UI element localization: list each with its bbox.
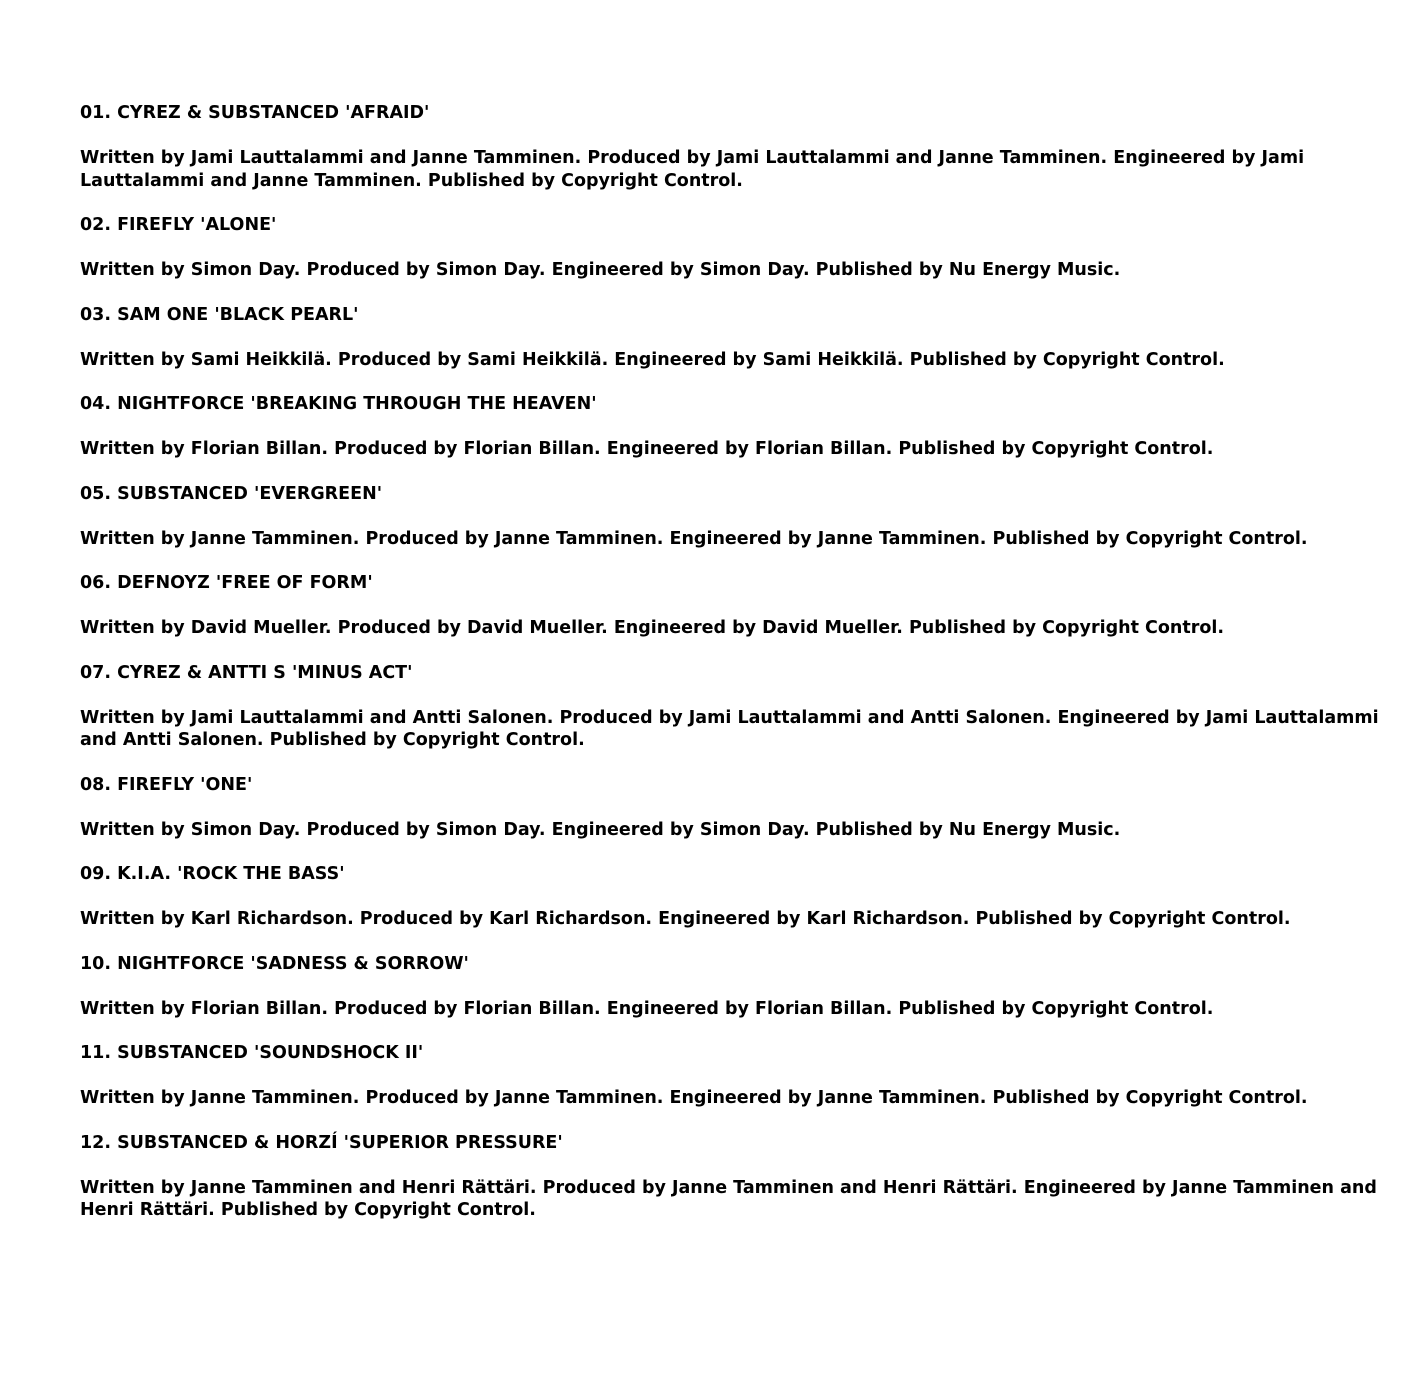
track-credits: Written by David Mueller. Produced by David Mueller. Engineered by David Mueller. Published by Copyright Control.	[80, 618, 1225, 638]
track-credits: Written by Florian Billan. Produced by Florian Billan. Engineered by Florian Billan. Published by Copyright Control.	[80, 998, 1214, 1019]
track-title: 07. CYREZ & ANTTI S 'MINUS ACT'	[80, 662, 413, 683]
track-credits: Written by Janne Tamminen. Produced by Janne Tamminen. Engineered by Janne Tamminen. Published by Copyright Control.	[80, 1088, 1308, 1108]
track-credits: Written by Jami Lauttalammi and Antti Salonen. Produced by Jami Lauttalammi and Antti Salonen. Engineered by Jami Lauttalammi and Antti Salonen. Published by Copyright Control.	[80, 707, 1379, 750]
track-title: 11. SUBSTANCED 'SOUNDSHOCK II'	[80, 1043, 424, 1063]
track-title: 12. SUBSTANCED & HORZÍ 'SUPERIOR PRESSURE'	[80, 1132, 563, 1153]
track-title: 02. FIREFLY 'ALONE'	[80, 215, 277, 235]
track-credits: Written by Florian Billan. Produced by Florian Billan. Engineered by Florian Billan. Published by Copyright Control.	[80, 439, 1214, 459]
track-entry	[80, 1042, 1390, 1110]
track-entry	[80, 572, 1390, 640]
track-title: 03. SAM ONE 'BLACK PEARL'	[80, 304, 359, 325]
track-credits-list	[80, 102, 1390, 1222]
track-credits: Written by Karl Richardson. Produced by Karl Richardson. Engineered by Karl Richardson. Published by Copyright Control.	[80, 909, 1291, 929]
track-title: 08. FIREFLY 'ONE'	[80, 774, 253, 795]
track-entry	[80, 483, 1390, 551]
track-entry	[80, 304, 1390, 372]
track-title: 05. SUBSTANCED 'EVERGREEN'	[80, 483, 383, 504]
track-credits: Written by Janne Tamminen and Henri Rättäri. Produced by Janne Tamminen and Henri Rättäri. Engineered by Janne Tamminen and Henri Rättäri. Published by Copyright Control.	[80, 1177, 1377, 1220]
track-credits: Written by Simon Day. Produced by Simon Day. Engineered by Simon Day. Published by Nu Energy Music.	[80, 819, 1121, 840]
track-entry	[80, 1132, 1390, 1222]
track-entry	[80, 393, 1390, 461]
track-credits: Written by Simon Day. Produced by Simon Day. Engineered by Simon Day. Published by Nu Energy Music.	[80, 260, 1121, 280]
track-title: 01. CYREZ & SUBSTANCED 'AFRAID'	[80, 103, 430, 123]
track-entry	[80, 662, 1390, 752]
track-entry	[80, 102, 1390, 192]
track-credits: Written by Jami Lauttalammi and Janne Tamminen. Produced by Jami Lauttalammi and Janne Tamminen. Engineered by Jami Lauttalammi and Janne Tamminen. Published by Copyright Control.	[80, 148, 1305, 191]
track-entry	[80, 863, 1390, 931]
track-title: 06. DEFNOYZ 'FREE OF FORM'	[80, 573, 373, 593]
track-entry	[80, 953, 1390, 1021]
track-title: 04. NIGHTFORCE 'BREAKING THROUGH THE HEAVEN'	[80, 394, 597, 414]
track-title: 10. NIGHTFORCE 'SADNESS & SORROW'	[80, 953, 469, 974]
track-entry	[80, 774, 1390, 842]
track-entry	[80, 214, 1390, 282]
track-credits: Written by Sami Heikkilä. Produced by Sami Heikkilä. Engineered by Sami Heikkilä. Published by Copyright Control.	[80, 349, 1225, 370]
track-credits: Written by Janne Tamminen. Produced by Janne Tamminen. Engineered by Janne Tamminen. Published by Copyright Control.	[80, 528, 1308, 549]
track-title: 09. K.I.A. 'ROCK THE BASS'	[80, 864, 345, 884]
